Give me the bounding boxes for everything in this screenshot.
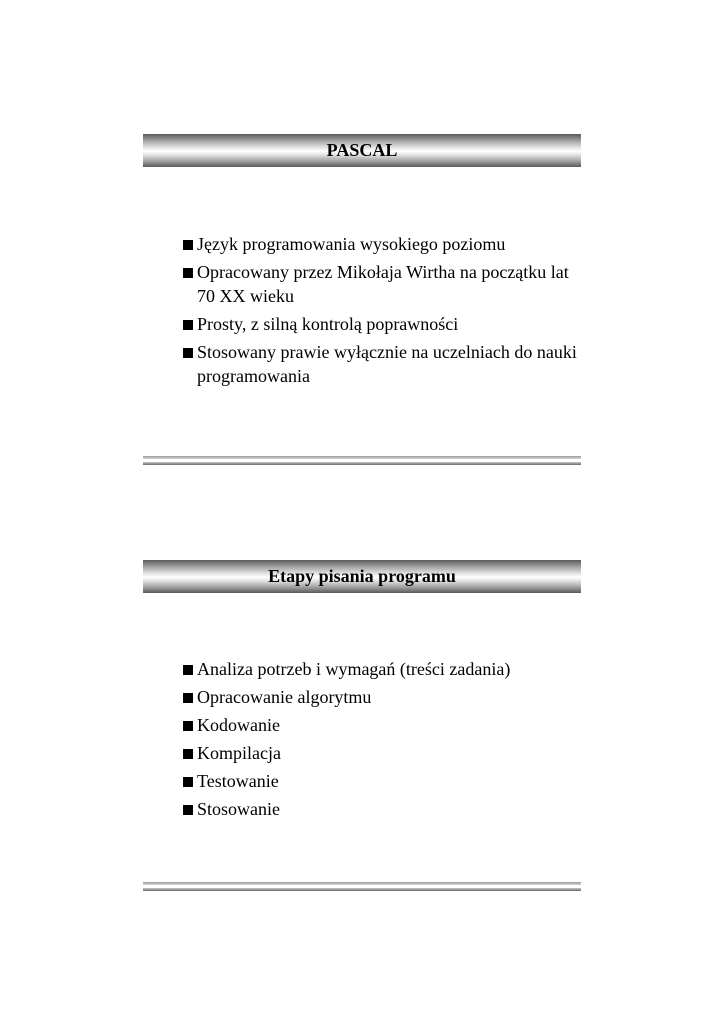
- divider-line: [143, 888, 581, 891]
- bullet-item: [183, 657, 581, 681]
- square-bullet-icon: [183, 268, 193, 278]
- bullet-text: Język programowania wysokiego poziomu: [197, 234, 506, 254]
- divider-line: [143, 462, 581, 465]
- square-bullet-icon: [183, 777, 193, 787]
- slide-footer-divider: [143, 882, 581, 891]
- bullet-text: Testowanie: [197, 771, 279, 791]
- slide-pascal: [143, 134, 581, 465]
- slide-title: Etapy pisania programu: [268, 565, 456, 586]
- slide-etapy: [143, 560, 581, 891]
- bullet-item: [183, 260, 581, 308]
- slide-title: PASCAL: [326, 139, 398, 160]
- bullet-item: [183, 340, 581, 388]
- square-bullet-icon: [183, 240, 193, 250]
- slide-title-bar: [143, 134, 581, 167]
- bullet-list: [183, 232, 581, 392]
- square-bullet-icon: [183, 348, 193, 358]
- square-bullet-icon: [183, 665, 193, 675]
- bullet-text: Prosty, z silną kontrolą poprawności: [197, 314, 459, 334]
- square-bullet-icon: [183, 721, 193, 731]
- square-bullet-icon: [183, 693, 193, 703]
- bullet-item: [183, 312, 581, 336]
- divider-line: [143, 456, 581, 459]
- square-bullet-icon: [183, 320, 193, 330]
- bullet-item: [183, 769, 581, 793]
- bullet-text: Kodowanie: [197, 715, 280, 735]
- square-bullet-icon: [183, 749, 193, 759]
- divider-line: [143, 882, 581, 885]
- bullet-item: [183, 713, 581, 737]
- slide-footer-divider: [143, 456, 581, 465]
- bullet-item: [183, 741, 581, 765]
- bullet-text: Opracowanie algorytmu: [197, 687, 372, 707]
- bullet-list: [183, 657, 581, 825]
- bullet-text: Stosowany prawie wyłącznie na uczelniach do nauki programowania: [197, 342, 577, 386]
- bullet-text: Analiza potrzeb i wymagań (treści zadania): [197, 659, 511, 679]
- bullet-text: Kompilacja: [197, 743, 281, 763]
- bullet-item: [183, 232, 581, 256]
- slide-title-bar: [143, 560, 581, 593]
- bullet-text: Opracowany przez Mikołaja Wirtha na początku lat 70 XX wieku: [197, 262, 569, 306]
- bullet-item: [183, 685, 581, 709]
- bullet-text: Stosowanie: [197, 799, 280, 819]
- square-bullet-icon: [183, 805, 193, 815]
- bullet-item: [183, 797, 581, 821]
